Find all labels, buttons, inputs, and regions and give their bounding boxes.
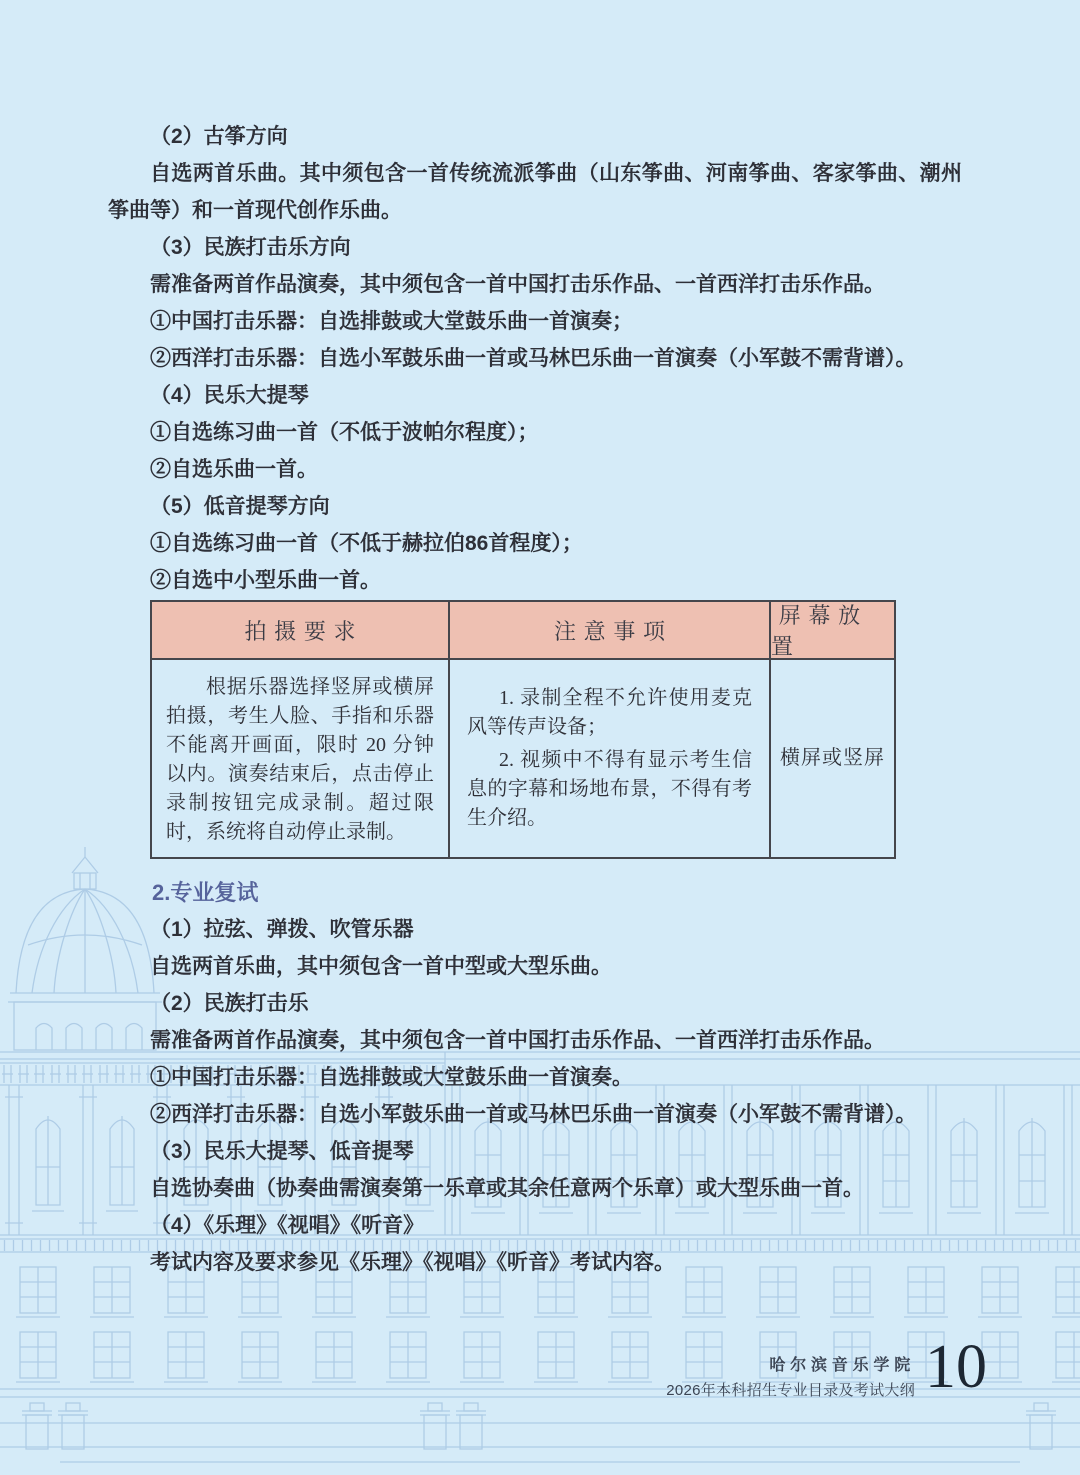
- text-line: ①中国打击乐器：自选排鼓或大堂鼓乐曲一首演奏；: [150, 310, 633, 333]
- text-line: ①中国打击乐器：自选排鼓或大堂鼓乐曲一首演奏。: [150, 1066, 633, 1089]
- section2-heading-cello-bass: （3）民乐大提琴、低音提琴: [150, 1140, 414, 1163]
- section1-heading-cello: （4）民乐大提琴: [150, 384, 309, 407]
- content-area: [108, 118, 962, 1281]
- section1-heading-guzheng: （2）古筝方向: [150, 125, 288, 148]
- page-number: 10: [925, 1333, 987, 1401]
- section1-heading-percussion: （3）民族打击乐方向: [150, 236, 351, 259]
- text-line: 需准备两首作品演奏，其中须包含一首中国打击乐作品、一首西洋打击乐作品。: [150, 1029, 885, 1052]
- section2-heading-strings: （1）拉弦、弹拨、吹管乐器: [150, 918, 414, 941]
- text-line: ②自选中小型乐曲一首。: [150, 569, 381, 592]
- text-line: 需准备两首作品演奏，其中须包含一首中国打击乐作品、一首西洋打击乐作品。: [150, 273, 885, 296]
- text-line: ②西洋打击乐器：自选小军鼓乐曲一首或马林巴乐曲一首演奏（小军鼓不需背谱）。: [150, 1103, 917, 1126]
- section2-title: 2.专业复试: [152, 880, 259, 905]
- cell-shooting-requirements: [152, 660, 448, 857]
- header-cell-shooting-requirements: 拍摄要求: [244, 618, 364, 644]
- section2-heading-percussion: （2）民族打击乐: [150, 992, 309, 1015]
- header-cell-notes: 注意事项: [448, 602, 771, 658]
- table-header-row: [152, 602, 894, 660]
- text-line: ①自选练习曲一首（不低于波帕尔程度）；: [150, 421, 539, 444]
- table-body-row: [152, 660, 894, 857]
- page-footer: [666, 1333, 987, 1401]
- footer-doc-title: 2026年本科招生专业目录及考试大纲: [666, 1382, 915, 1399]
- text-line: 考试内容及要求参见《乐理》《视唱》《听音》考试内容。: [150, 1251, 675, 1274]
- text-line: ①自选练习曲一首（不低于赫拉伯86首程度）；: [150, 532, 583, 555]
- footer-school-name: 哈尔滨音乐学院: [769, 1357, 915, 1374]
- requirements-table: [150, 600, 896, 859]
- cell-text: 根据乐器选择竖屏或横屏拍摄，考生人脸、手指和乐器不能离开画面，限时 20 分钟以内。演奏结束后，点击停止录制按钮完成录制。超过限时，系统将自动停止录制。: [166, 676, 434, 843]
- note-item: 2. 视频中不得有显示考生信息的字幕和场地布景，不得有考生介绍。: [467, 749, 752, 829]
- text-line: 自选协奏曲（协奏曲需演奏第一乐章或其余任意两个乐章）或大型乐曲一首。: [150, 1177, 864, 1200]
- cell-screen-placement: [771, 660, 894, 857]
- text-line: 自选两首乐曲，其中须包含一首中型或大型乐曲。: [150, 955, 612, 978]
- section1-heading-doublebass: （5）低音提琴方向: [150, 495, 330, 518]
- footer-text-block: [666, 1336, 915, 1400]
- text-line: ②西洋打击乐器：自选小军鼓乐曲一首或马林巴乐曲一首演奏（小军鼓不需背谱）。: [150, 347, 917, 370]
- note-item: 1. 录制全程不允许使用麦克风等传声设备；: [467, 687, 752, 738]
- cell-notes: [448, 660, 771, 857]
- text-line: 自选两首乐曲。其中须包含一首传统流派筝曲（山东筝曲、河南筝曲、客家筝曲、潮州筝曲等）和一首现代创作乐曲。: [108, 162, 962, 222]
- text-line: ②自选乐曲一首。: [150, 458, 318, 481]
- header-cell-screen-placement: 屏幕放置: [771, 603, 868, 659]
- section2-heading-theory: （4）《乐理》《视唱》《听音》: [150, 1214, 425, 1237]
- cell-text: 横屏或竖屏: [780, 747, 885, 769]
